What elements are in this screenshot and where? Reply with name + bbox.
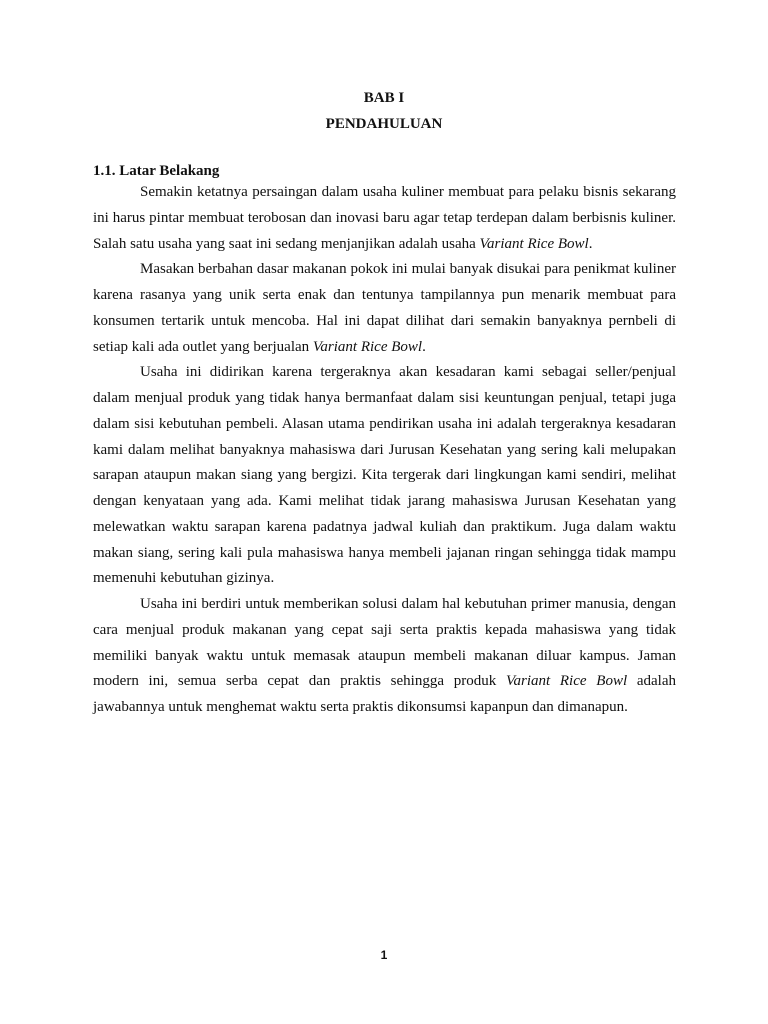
paragraph-2 xyxy=(93,257,676,360)
paragraph-3-text: Usaha ini didirikan karena tergeraknya akan kesadaran kami sebagai seller/penjual dalam menjual produk yang tidak hanya bermanfaat dalam sisi keuntungan penjual, tetapi juga dalam sisi kebutuhan pembeli. Alasan utama pendirikan usaha ini adalah tergeraknya kesadaran kami dalam melihat banyaknya mahasiswa dari Jurusan Kesehatan yang sering kali melupakan sarapan ataupun makan siang yang bergizi. Kita tergerak dari lingkungan kami sendiri, melihat dengan kenyataan yang ada. Kami melihat tidak jarang mahasiswa Jurusan Kesehatan yang melewatkan waktu sarapan karena padatnya jadwal kuliah dan praktikum. Juga dalam waktu makan siang, sering kali pula mahasiswa hanya membeli jajanan ringan sehingga tidak mampu memenuhi kebutuhan gizinya. xyxy=(93,364,676,587)
page-number: 1 xyxy=(380,948,388,962)
chapter-label: BAB I xyxy=(363,90,405,106)
paragraph-1 xyxy=(93,180,676,257)
paragraph-1-text: Semakin ketatnya persaingan dalam usaha kuliner membuat para pelaku bisnis sekarang ini harus pintar membuat terobosan dan inovasi baru agar tetap terdepan dalam berbisnis kuliner. Salah satu usaha yang saat ini sedang menjanjikan adalah usaha xyxy=(93,184,676,252)
paragraph-4 xyxy=(93,592,676,721)
paragraph-3 xyxy=(93,360,676,592)
paragraph-4-end: adalah jawabannya untuk menghemat waktu serta praktis dikonsumsi kapanpun dan dimanapun. xyxy=(93,673,677,715)
paragraph-4-emphasis: Variant Rice Bowl xyxy=(505,673,628,690)
chapter-title: PENDAHULUAN xyxy=(325,116,443,132)
body-text xyxy=(93,180,676,721)
paragraph-1-emphasis: Variant Rice Bowl xyxy=(479,235,589,252)
paragraph-2-emphasis: Variant Rice Bowl xyxy=(312,338,423,355)
section-heading: 1.1. Latar Belakang xyxy=(93,163,220,179)
paragraph-4-text: Usaha ini berdiri untuk memberikan solusi dalam hal kebutuhan primer manusia, dengan cara menjual produk makanan yang cepat saji serta praktis kepada mahasiswa yang tidak memiliki banyak waktu untuk memasak ataupun membeli makanan diluar kampus. Jaman modern ini, semua serba cepat dan praktis sehingga produk xyxy=(93,596,676,690)
paragraph-2-text: Masakan berbahan dasar makanan pokok ini mulai banyak disukai para penikmat kuliner karena rasanya yang unik serta enak dan tentunya tampilannya pun menarik membuat para konsumen tertarik untuk mencoba. Hal ini dapat dilihat dari semakin banyaknya pernbeli di setiap kali ada outlet yang berjualan xyxy=(93,261,676,355)
paragraph-1-end: . xyxy=(588,235,593,252)
paragraph-2-end: . xyxy=(422,338,426,355)
